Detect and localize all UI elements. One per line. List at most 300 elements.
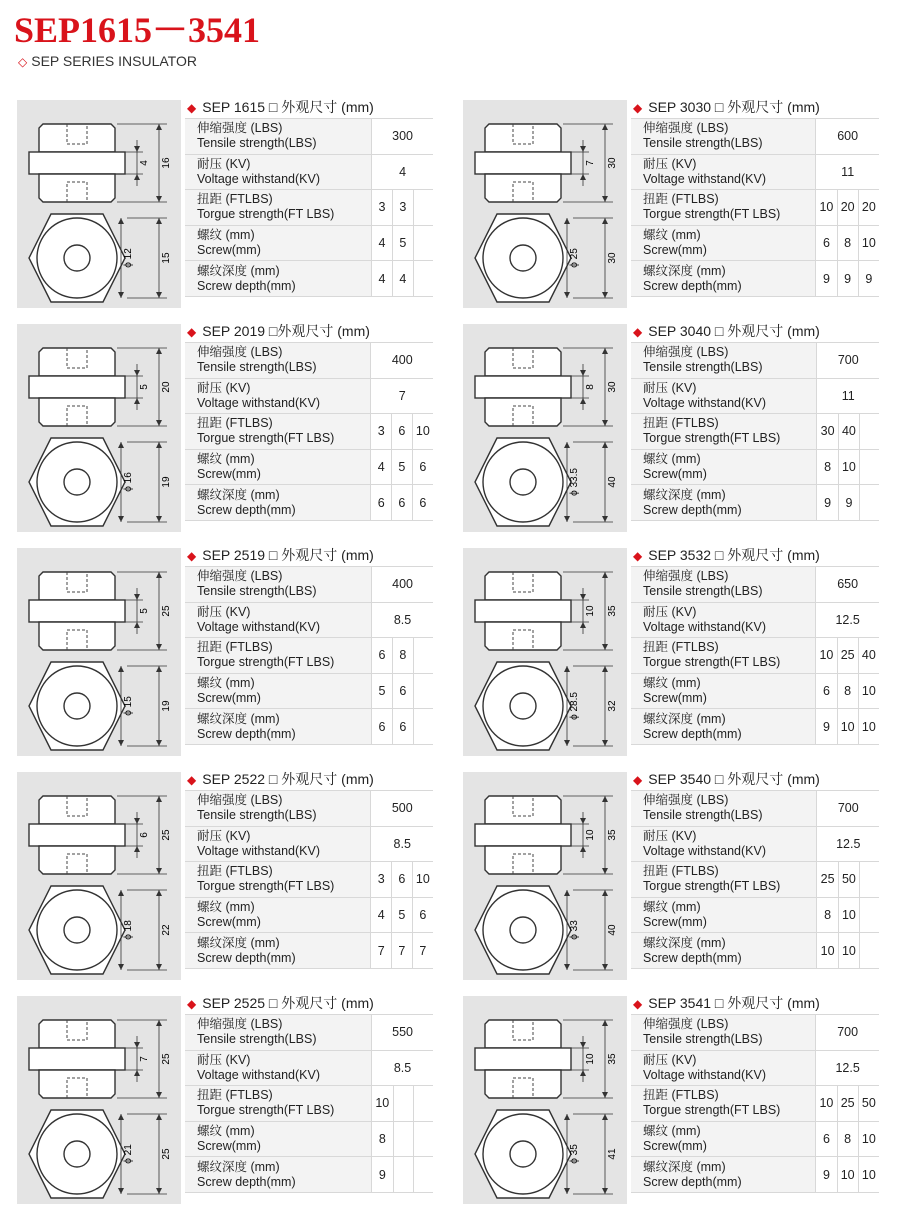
spec-label-cn: 螺纹 (mm) (197, 228, 255, 243)
width-dimension: 19 (161, 476, 172, 488)
spec-value: 40 (858, 638, 879, 674)
width-dimension: 25 (161, 1148, 172, 1160)
spec-label-cn: 扭距 (FTLBS) (197, 864, 273, 879)
spec-label-cn: 伸缩强度 (LBS) (197, 1017, 283, 1032)
spec-value: 6 (412, 897, 433, 933)
spec-label-cn: 扭距 (FTLBS) (643, 864, 719, 879)
spec-value: 6 (816, 673, 837, 709)
spec-label-en: Torgue strength(FT LBS) (197, 655, 335, 670)
width-dimension: 19 (161, 700, 172, 712)
height-dimension: 35 (607, 1053, 618, 1065)
spec-label-cn: 螺纹深度 (mm) (643, 711, 726, 726)
spec-value: 8.5 (372, 602, 433, 638)
spec-value: 10 (816, 638, 837, 674)
spec-label-en: Voltage withstand(KV) (197, 395, 320, 410)
spec-value: 700 (817, 343, 879, 379)
spec-label-en: Torgue strength(FT LBS) (643, 879, 781, 894)
spec-label-en: Tensile strength(LBS) (197, 360, 317, 375)
spec-label-en: Screw depth(mm) (643, 502, 742, 517)
spec-value: 10 (837, 709, 858, 745)
spec-value: 600 (816, 119, 879, 155)
spec-row (185, 1050, 433, 1086)
spec-label-cn: 螺纹 (mm) (643, 1124, 701, 1139)
product-block (17, 996, 437, 1204)
spec-row (185, 862, 433, 898)
spec-value: 8.5 (371, 826, 433, 862)
spec-label-en: Screw(mm) (197, 1139, 261, 1154)
spec-row (185, 119, 433, 155)
subtitle-text: SEP SERIES INSULATOR (31, 53, 197, 69)
spec-label (185, 1050, 372, 1086)
model-name: SEP 2019 □外观尺寸 (mm) (202, 323, 370, 339)
spec-label (185, 1015, 372, 1051)
spec-row (185, 791, 433, 827)
model-name: SEP 3040 □ 外观尺寸 (mm) (648, 323, 820, 339)
spec-label-en: Voltage withstand(KV) (197, 171, 320, 186)
spec-label-en: Screw depth(mm) (197, 278, 296, 293)
spec-label-cn: 螺纹深度 (mm) (643, 935, 726, 950)
spec-value: 6 (371, 485, 392, 521)
spec-label-cn: 耐压 (KV) (643, 604, 697, 619)
spec-value: 6 (392, 673, 413, 709)
width-dimension: 15 (161, 252, 172, 264)
spec-label (631, 485, 817, 521)
red-diamond-icon: ◆ (187, 325, 197, 339)
band-dimension: 10 (585, 829, 596, 841)
product-block (17, 772, 437, 980)
spec-value: 9 (816, 709, 837, 745)
model-name: SEP 3532 □ 外观尺寸 (mm) (648, 547, 820, 563)
width-dimension: 32 (607, 700, 618, 712)
spec-row (185, 567, 433, 603)
spec-label (631, 826, 817, 862)
spec-label (185, 638, 372, 674)
spec-label-cn: 螺纹 (mm) (643, 676, 701, 691)
spec-label-cn: 螺纹深度 (mm) (197, 1159, 280, 1174)
spec-row (185, 261, 433, 297)
spec-value: 4 (372, 154, 433, 190)
spec-value (860, 485, 879, 521)
spec-row (185, 378, 433, 414)
spec-value: 9 (372, 1157, 393, 1193)
spec-label-cn: 耐压 (KV) (197, 828, 251, 843)
spec-value: 10 (858, 673, 879, 709)
product-block (463, 100, 883, 308)
band-dimension: 6 (139, 832, 150, 838)
spec-value: 6 (392, 862, 413, 898)
spec-value: 7 (392, 933, 413, 969)
spec-row (631, 414, 879, 450)
spec-value: 12.5 (817, 826, 879, 862)
spec-value: 10 (412, 862, 433, 898)
spec-label-en: Screw depth(mm) (197, 1174, 296, 1189)
model-name: SEP 2525 □ 外观尺寸 (mm) (202, 995, 374, 1011)
spec-label (631, 154, 816, 190)
model-heading (187, 97, 374, 117)
insulator-drawing (17, 324, 181, 532)
height-dimension: 35 (607, 829, 618, 841)
spec-label (185, 933, 371, 969)
spec-value: 10 (858, 1121, 879, 1157)
spec-row (631, 1050, 879, 1086)
spec-label-cn: 螺纹 (mm) (197, 900, 255, 915)
spec-value (860, 897, 879, 933)
spec-row (631, 933, 879, 969)
band-dimension: 4 (139, 160, 150, 166)
spec-label-en: Screw(mm) (197, 467, 261, 482)
spec-label (185, 485, 371, 521)
height-dimension: 30 (607, 381, 618, 393)
spec-row (185, 673, 433, 709)
diameter-dimension: ϕ 33.5 (569, 468, 580, 496)
spec-row (631, 1157, 879, 1193)
spec-row (631, 602, 879, 638)
spec-label-cn: 耐压 (KV) (197, 604, 251, 619)
spec-label (631, 567, 816, 603)
spec-table (185, 342, 433, 521)
spec-label (631, 791, 817, 827)
spec-label-cn: 螺纹深度 (mm) (643, 487, 726, 502)
spec-value: 25 (837, 638, 858, 674)
spec-label-en: Voltage withstand(KV) (643, 1067, 766, 1082)
spec-value: 9 (838, 485, 859, 521)
spec-value: 10 (858, 709, 879, 745)
spec-value (413, 638, 433, 674)
spec-value (413, 1157, 433, 1193)
outline-diamond-icon: ◇ (18, 55, 28, 69)
model-heading (187, 545, 374, 565)
model-heading (633, 545, 820, 565)
spec-value: 8 (817, 449, 838, 485)
spec-value: 10 (412, 414, 433, 450)
diameter-dimension: ϕ 18 (123, 920, 134, 940)
spec-value: 6 (392, 485, 413, 521)
spec-label (185, 378, 371, 414)
spec-label-en: Tensile strength(LBS) (197, 584, 317, 599)
spec-row (185, 190, 433, 226)
spec-label-cn: 扭距 (FTLBS) (643, 416, 719, 431)
spec-value: 400 (371, 343, 433, 379)
spec-value: 10 (838, 897, 859, 933)
spec-row (631, 154, 879, 190)
spec-label-en: Voltage withstand(KV) (643, 171, 766, 186)
spec-label-en: Torgue strength(FT LBS) (643, 655, 781, 670)
spec-label-cn: 伸缩强度 (LBS) (643, 793, 729, 808)
spec-label-en: Tensile strength(LBS) (197, 808, 317, 823)
spec-label (631, 862, 817, 898)
spec-table (631, 342, 879, 521)
spec-label-cn: 伸缩强度 (LBS) (197, 121, 283, 136)
spec-label-cn: 扭距 (FTLBS) (643, 1088, 719, 1103)
spec-label-en: Screw(mm) (643, 467, 707, 482)
spec-value: 700 (816, 1015, 879, 1051)
spec-label-en: Screw(mm) (197, 243, 261, 258)
spec-value: 10 (372, 1086, 393, 1122)
spec-label-cn: 螺纹深度 (mm) (197, 487, 280, 502)
width-dimension: 30 (607, 252, 618, 264)
diameter-dimension: ϕ 21 (123, 1144, 134, 1164)
spec-value: 10 (838, 449, 859, 485)
spec-label-en: Tensile strength(LBS) (643, 360, 763, 375)
model-name: SEP 2519 □ 外观尺寸 (mm) (202, 547, 374, 563)
diameter-dimension: ϕ 33 (569, 920, 580, 940)
product-block (17, 100, 437, 308)
spec-label (185, 1086, 372, 1122)
spec-value: 5 (392, 897, 413, 933)
spec-value (393, 1157, 413, 1193)
spec-label-en: Screw(mm) (643, 691, 707, 706)
spec-label (185, 190, 372, 226)
spec-table (631, 118, 879, 297)
spec-row (631, 709, 879, 745)
spec-value: 3 (372, 190, 393, 226)
spec-label-en: Voltage withstand(KV) (643, 843, 766, 858)
spec-label-cn: 扭距 (FTLBS) (643, 640, 719, 655)
spec-value: 5 (392, 449, 413, 485)
spec-row (185, 602, 433, 638)
spec-label-cn: 螺纹 (mm) (643, 900, 701, 915)
model-heading (633, 321, 820, 341)
spec-row (631, 485, 879, 521)
spec-value: 8 (817, 897, 838, 933)
spec-label-en: Screw depth(mm) (643, 950, 742, 965)
spec-label (631, 343, 817, 379)
spec-value (413, 225, 433, 261)
insulator-drawing (463, 548, 627, 756)
spec-value (413, 709, 433, 745)
spec-value: 40 (838, 414, 859, 450)
spec-value: 9 (816, 261, 837, 297)
spec-value: 10 (816, 190, 837, 226)
spec-table (631, 1014, 879, 1193)
spec-label-cn: 扭距 (FTLBS) (197, 416, 273, 431)
spec-value: 6 (412, 449, 433, 485)
spec-table (185, 118, 433, 297)
spec-row (631, 897, 879, 933)
spec-value (860, 414, 879, 450)
spec-row (631, 449, 879, 485)
spec-row (185, 638, 433, 674)
spec-row (631, 119, 879, 155)
spec-value: 30 (817, 414, 838, 450)
spec-label-cn: 螺纹深度 (mm) (643, 263, 726, 278)
insulator-drawing (17, 996, 181, 1204)
red-diamond-icon: ◆ (187, 997, 197, 1011)
spec-value (393, 1086, 413, 1122)
spec-label-cn: 伸缩强度 (LBS) (197, 569, 283, 584)
spec-label (631, 1086, 816, 1122)
spec-label (185, 791, 371, 827)
spec-row (185, 1015, 433, 1051)
spec-value: 8 (837, 673, 858, 709)
height-dimension: 25 (161, 605, 172, 617)
insulator-drawing (17, 100, 181, 308)
red-diamond-icon: ◆ (633, 325, 643, 339)
model-heading (187, 993, 374, 1013)
spec-label-cn: 扭距 (FTLBS) (643, 192, 719, 207)
width-dimension: 41 (607, 1148, 618, 1160)
spec-row (631, 673, 879, 709)
spec-label-cn: 耐压 (KV) (197, 1052, 251, 1067)
spec-label-en: Tensile strength(LBS) (643, 584, 763, 599)
spec-label (631, 1050, 816, 1086)
spec-label-en: Screw(mm) (197, 915, 261, 930)
product-block (463, 996, 883, 1204)
spec-label (631, 449, 817, 485)
spec-value: 3 (371, 862, 392, 898)
spec-value: 10 (837, 1157, 858, 1193)
spec-row (185, 709, 433, 745)
red-diamond-icon: ◆ (633, 101, 643, 115)
spec-label-cn: 伸缩强度 (LBS) (197, 345, 283, 360)
spec-label-en: Torgue strength(FT LBS) (197, 431, 335, 446)
height-dimension: 25 (161, 1053, 172, 1065)
spec-value: 10 (858, 225, 879, 261)
spec-label-cn: 扭距 (FTLBS) (197, 640, 273, 655)
spec-label (631, 933, 817, 969)
red-diamond-icon: ◆ (633, 549, 643, 563)
spec-label (185, 567, 372, 603)
model-name: SEP 1615 □ 外观尺寸 (mm) (202, 99, 374, 115)
spec-row (631, 791, 879, 827)
spec-value: 6 (392, 414, 413, 450)
spec-value: 5 (392, 225, 413, 261)
spec-label-en: Screw depth(mm) (197, 950, 296, 965)
spec-label (185, 449, 371, 485)
spec-label-en: Tensile strength(LBS) (643, 136, 763, 151)
model-name: SEP 2522 □ 外观尺寸 (mm) (202, 771, 374, 787)
spec-value: 6 (412, 485, 433, 521)
spec-label-cn: 伸缩强度 (LBS) (197, 793, 283, 808)
spec-label (185, 826, 371, 862)
spec-label (185, 673, 372, 709)
red-diamond-icon: ◆ (633, 773, 643, 787)
spec-row (631, 1086, 879, 1122)
spec-row (631, 826, 879, 862)
spec-row (185, 449, 433, 485)
spec-value: 11 (816, 154, 879, 190)
spec-row (185, 485, 433, 521)
model-name: SEP 3541 □ 外观尺寸 (mm) (648, 995, 820, 1011)
spec-table (631, 566, 879, 745)
spec-value: 10 (817, 933, 838, 969)
width-dimension: 40 (607, 924, 618, 936)
spec-label-en: Screw(mm) (643, 915, 707, 930)
spec-value: 25 (837, 1086, 858, 1122)
spec-value: 7 (371, 933, 392, 969)
spec-label (631, 190, 816, 226)
spec-value: 6 (372, 709, 393, 745)
band-dimension: 7 (585, 160, 596, 166)
spec-value (413, 190, 433, 226)
spec-value: 10 (816, 1086, 837, 1122)
spec-value: 6 (816, 1121, 837, 1157)
red-diamond-icon: ◆ (187, 549, 197, 563)
spec-row (631, 862, 879, 898)
spec-label-cn: 螺纹 (mm) (197, 1124, 255, 1139)
spec-value: 4 (371, 897, 392, 933)
spec-table (185, 566, 433, 745)
spec-label (631, 1121, 816, 1157)
spec-label (631, 709, 816, 745)
spec-label (185, 414, 371, 450)
height-dimension: 25 (161, 829, 172, 841)
spec-label (631, 414, 817, 450)
spec-label (185, 343, 371, 379)
spec-value: 7 (371, 378, 433, 414)
spec-label-cn: 螺纹 (mm) (197, 452, 255, 467)
spec-row (185, 1157, 433, 1193)
spec-value: 4 (392, 261, 413, 297)
spec-row (185, 414, 433, 450)
spec-value: 300 (372, 119, 433, 155)
spec-label-cn: 螺纹深度 (mm) (643, 1159, 726, 1174)
spec-label (185, 602, 372, 638)
red-diamond-icon: ◆ (187, 101, 197, 115)
diameter-dimension: ϕ 35 (569, 1144, 580, 1164)
spec-label-en: Torgue strength(FT LBS) (643, 1103, 781, 1118)
spec-label (631, 1015, 816, 1051)
spec-label (185, 1121, 372, 1157)
spec-value: 6 (816, 225, 837, 261)
band-dimension: 7 (139, 1056, 150, 1062)
spec-value: 8 (392, 638, 413, 674)
band-dimension: 10 (585, 605, 596, 617)
spec-label-en: Screw depth(mm) (643, 1174, 742, 1189)
spec-label-cn: 伸缩强度 (LBS) (643, 569, 729, 584)
spec-value (393, 1121, 413, 1157)
spec-value: 8 (372, 1121, 393, 1157)
spec-value: 8 (837, 1121, 858, 1157)
spec-label (631, 638, 816, 674)
spec-value: 650 (816, 567, 879, 603)
spec-label-cn: 伸缩强度 (LBS) (643, 345, 729, 360)
spec-value (413, 1121, 433, 1157)
spec-label-en: Screw(mm) (643, 243, 707, 258)
spec-value: 20 (837, 190, 858, 226)
spec-label-en: Screw depth(mm) (197, 502, 296, 517)
spec-label-en: Tensile strength(LBS) (197, 136, 317, 151)
spec-label (185, 225, 372, 261)
spec-row (185, 1121, 433, 1157)
spec-label-en: Screw depth(mm) (643, 726, 742, 741)
spec-label (185, 119, 372, 155)
product-block (463, 548, 883, 756)
insulator-drawing (463, 772, 627, 980)
spec-table (631, 790, 879, 969)
spec-value: 10 (838, 933, 859, 969)
spec-value: 20 (858, 190, 879, 226)
spec-value (413, 261, 433, 297)
spec-value: 9 (858, 261, 879, 297)
spec-label-cn: 螺纹 (mm) (643, 228, 701, 243)
product-block (463, 772, 883, 980)
band-dimension: 10 (585, 1053, 596, 1065)
spec-label-cn: 耐压 (KV) (643, 380, 697, 395)
spec-label-cn: 扭距 (FTLBS) (197, 192, 273, 207)
spec-label-cn: 螺纹深度 (mm) (197, 711, 280, 726)
spec-label-en: Voltage withstand(KV) (197, 843, 320, 858)
spec-table (185, 790, 433, 969)
spec-label-cn: 伸缩强度 (LBS) (643, 1017, 729, 1032)
spec-label (631, 119, 816, 155)
model-name: SEP 3540 □ 外观尺寸 (mm) (648, 771, 820, 787)
spec-label (631, 225, 816, 261)
spec-value: 4 (371, 449, 392, 485)
spec-value: 11 (817, 378, 879, 414)
spec-label-cn: 伸缩强度 (LBS) (643, 121, 729, 136)
spec-label-en: Voltage withstand(KV) (197, 619, 320, 634)
